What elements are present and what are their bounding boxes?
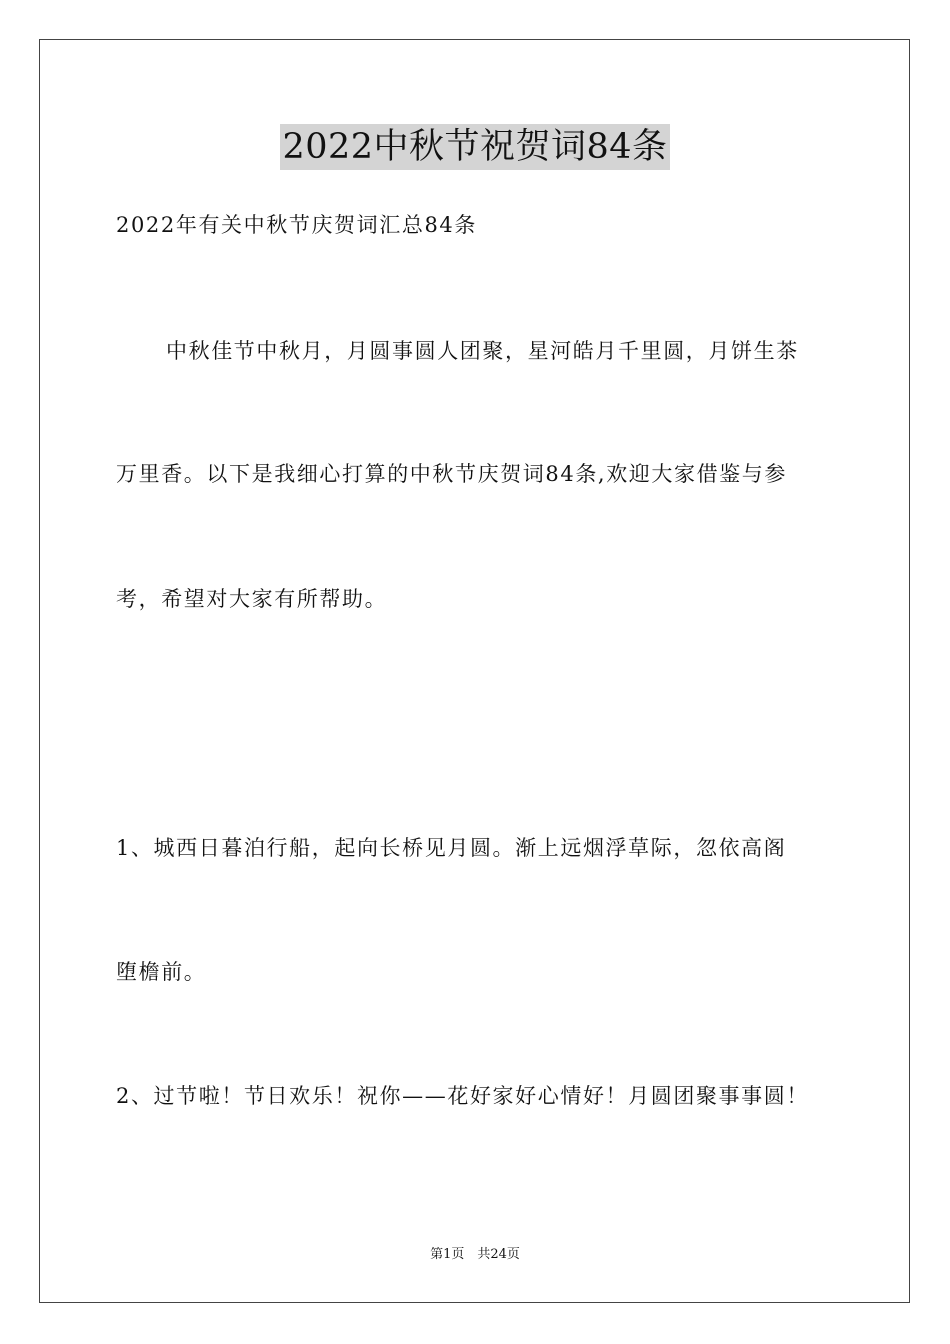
intro-line-1: 中秋佳节中秋月，月圆事圆人团聚，星河皓月千里圆，月饼生茶 — [166, 339, 799, 363]
page-footer: 第1页 共24页 — [430, 1247, 520, 1262]
item-1-line-2: 堕檐前。 — [116, 960, 207, 984]
item-2-line-1: 2、过节啦！节日欢乐！祝你——花好家好心情好！月圆团聚事事圆！ — [116, 1084, 809, 1108]
item-1-line-1: 1、城西日暮泊行船，起向长桥见月圆。渐上远烟浮草际，忽依高阁 — [116, 836, 787, 860]
document-subtitle: 2022年有关中秋节庆贺词汇总84条 — [116, 213, 477, 237]
title-container — [0, 124, 950, 170]
intro-line-2: 万里香。以下是我细心打算的中秋节庆贺词84条,欢迎大家借鉴与参 — [116, 462, 787, 486]
intro-line-3: 考，希望对大家有所帮助。 — [116, 587, 388, 611]
document-title: 2022中秋节祝贺词84条 — [280, 124, 669, 170]
